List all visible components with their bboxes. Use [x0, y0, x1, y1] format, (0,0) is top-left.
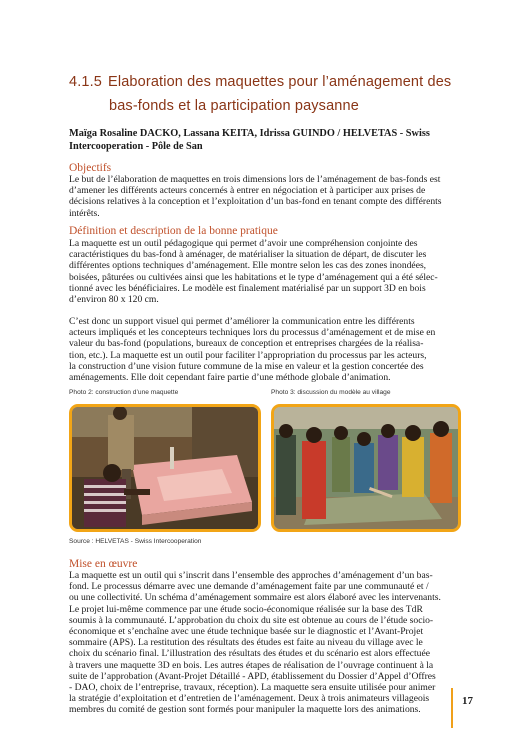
- page-number-divider: [451, 688, 453, 728]
- text-line: boisées, pâturées ou cultivées ainsi que les habitations et le type d’aménagement qui a été sélec-: [69, 271, 438, 283]
- photo2-image: [72, 407, 258, 529]
- text-line: fond. Le processus démarre avec une demande d’aménagement faite par une communauté et /: [69, 581, 429, 593]
- text-line: membres du comité de gestion sont formés pour manipuler la maquette lors des animations.: [69, 704, 421, 716]
- photo2-caption: Photo 2: construction d’une maquette: [69, 389, 179, 396]
- text-line: sommaire (APS). La restitution des résultats des études est faite au niveau du village avec le: [69, 637, 423, 649]
- section-title-line1: Elaboration des maquettes pour l’aménagement des: [108, 74, 452, 90]
- heading-definition: Définition et description de la bonne pratique: [69, 225, 278, 237]
- text-line: la stratégie d’exploitation et d’entretien de l’aménagement. Deux à trois animateurs villageois: [69, 693, 430, 705]
- text-line: suite de l’approbation (Avant-Projet Détaillé - APD, établissement du Dossier d’Appel d’Offres: [69, 670, 436, 682]
- photo3-image: [274, 407, 458, 529]
- text-line: tionné avec les bénéficiaires. Le modèle est finalement matérialisé par un support 3D en bois: [69, 282, 426, 294]
- text-line: ou une collectivité. Un schéma d’aménagement sommaire est alors élaboré avec les intervenants.: [69, 592, 441, 604]
- photo-source: Source : HELVETAS - Swiss Intercooperation: [69, 538, 202, 545]
- text-line: La maquette est un outil qui s’inscrit dans l’ensemble des approches d’aménagement d’un bas-: [69, 570, 433, 581]
- text-line: d’environ 80 x 120 cm.: [69, 294, 159, 306]
- section-number: 4.1.5: [69, 74, 102, 90]
- heading-objectifs: Objectifs: [69, 162, 112, 174]
- text-line: intérêts.: [69, 207, 100, 219]
- text-line: différentes options techniques d’aménagement. Elle montre selon les cas des zones inondées,: [69, 260, 427, 272]
- text-line: C’est donc un support visuel qui permet d’améliorer la communication entre les différents: [69, 316, 415, 327]
- photo-construction-maquette: [69, 404, 261, 532]
- text-line: aménagements. Elle doit cependant faire partie d’une méthode globale d’animation.: [69, 372, 391, 384]
- mise-en-oeuvre-paragraph: [69, 570, 464, 716]
- page-number: 17: [462, 695, 473, 707]
- text-line: - DAO, choix de l’entreprise, travaux, réception). La maquette sera ensuite utilisée pour animer: [69, 682, 436, 694]
- text-line: la construction d’une vision future commune de la mise en valeur et la gestion concertée des: [69, 360, 424, 372]
- section-title-line2: bas-fonds et la participation paysanne: [109, 98, 359, 114]
- text-line: économique et s’enchaîne avec une étude technique basée sur le diagnostic et l’Avant-Projet: [69, 626, 424, 638]
- authors: [69, 127, 469, 153]
- text-line: Le projet lui-même commence par une étude socio-économique réalisée sur la base des TdR: [69, 603, 423, 615]
- text-line: La maquette est un outil pédagogique qui permet d’avoir une compréhension conjointe des: [69, 238, 418, 249]
- text-line: Le but de l’élaboration de maquettes en trois dimensions lors de l’aménagement de bas-fonds est: [69, 174, 441, 185]
- text-line: soumis à la communauté. L’approbation du choix du site est obtenue au cours de l’étude socio-: [69, 614, 434, 626]
- text-line: caractéristiques du bas-fond à aménager, de matérialiser la situation de départ, de discuter les: [69, 249, 427, 261]
- authors-line2: Intercooperation - Pôle de San: [69, 141, 203, 152]
- heading-mise-en-oeuvre: Mise en œuvre: [69, 558, 138, 570]
- text-line: valeur du bas-fond (populations, bureaux de conception et entreprises chargées de la réalisa-: [69, 338, 424, 350]
- text-line: à travers une maquette 3D en bois. Les autres étapes de réalisation de l’ouvrage continuent à la: [69, 659, 434, 671]
- text-line: tion, etc.). La maquette est un outil pour faciliter l’appropriation du processus par les acteurs,: [69, 349, 427, 361]
- text-line: décisions relatives à la conception et l’exploitation d’un bas-fond en tenant compte des différents: [69, 196, 442, 208]
- objectifs-paragraph: [69, 174, 464, 219]
- text-line: acteurs impliqués et les concepteurs techniques lors du processus d’aménagement et de mise en: [69, 327, 436, 339]
- definition-paragraph-2: [69, 316, 464, 383]
- authors-line1: Maïga Rosaline DACKO, Lassana KEITA, Idrissa GUINDO / HELVETAS - Swiss: [69, 128, 430, 139]
- photo-discussion-village: [271, 404, 461, 532]
- text-line: d’amener les différents acteurs concernés à entrer en négociation et à participer aux prises de: [69, 185, 426, 197]
- section-title: [69, 70, 479, 118]
- text-line: choix du scénario final. L’illustration des résultats des études et du scénario est alors effectuée: [69, 648, 430, 660]
- photo3-caption: Photo 3: discussion du modèle au village: [271, 389, 391, 396]
- definition-paragraph-1: [69, 238, 464, 305]
